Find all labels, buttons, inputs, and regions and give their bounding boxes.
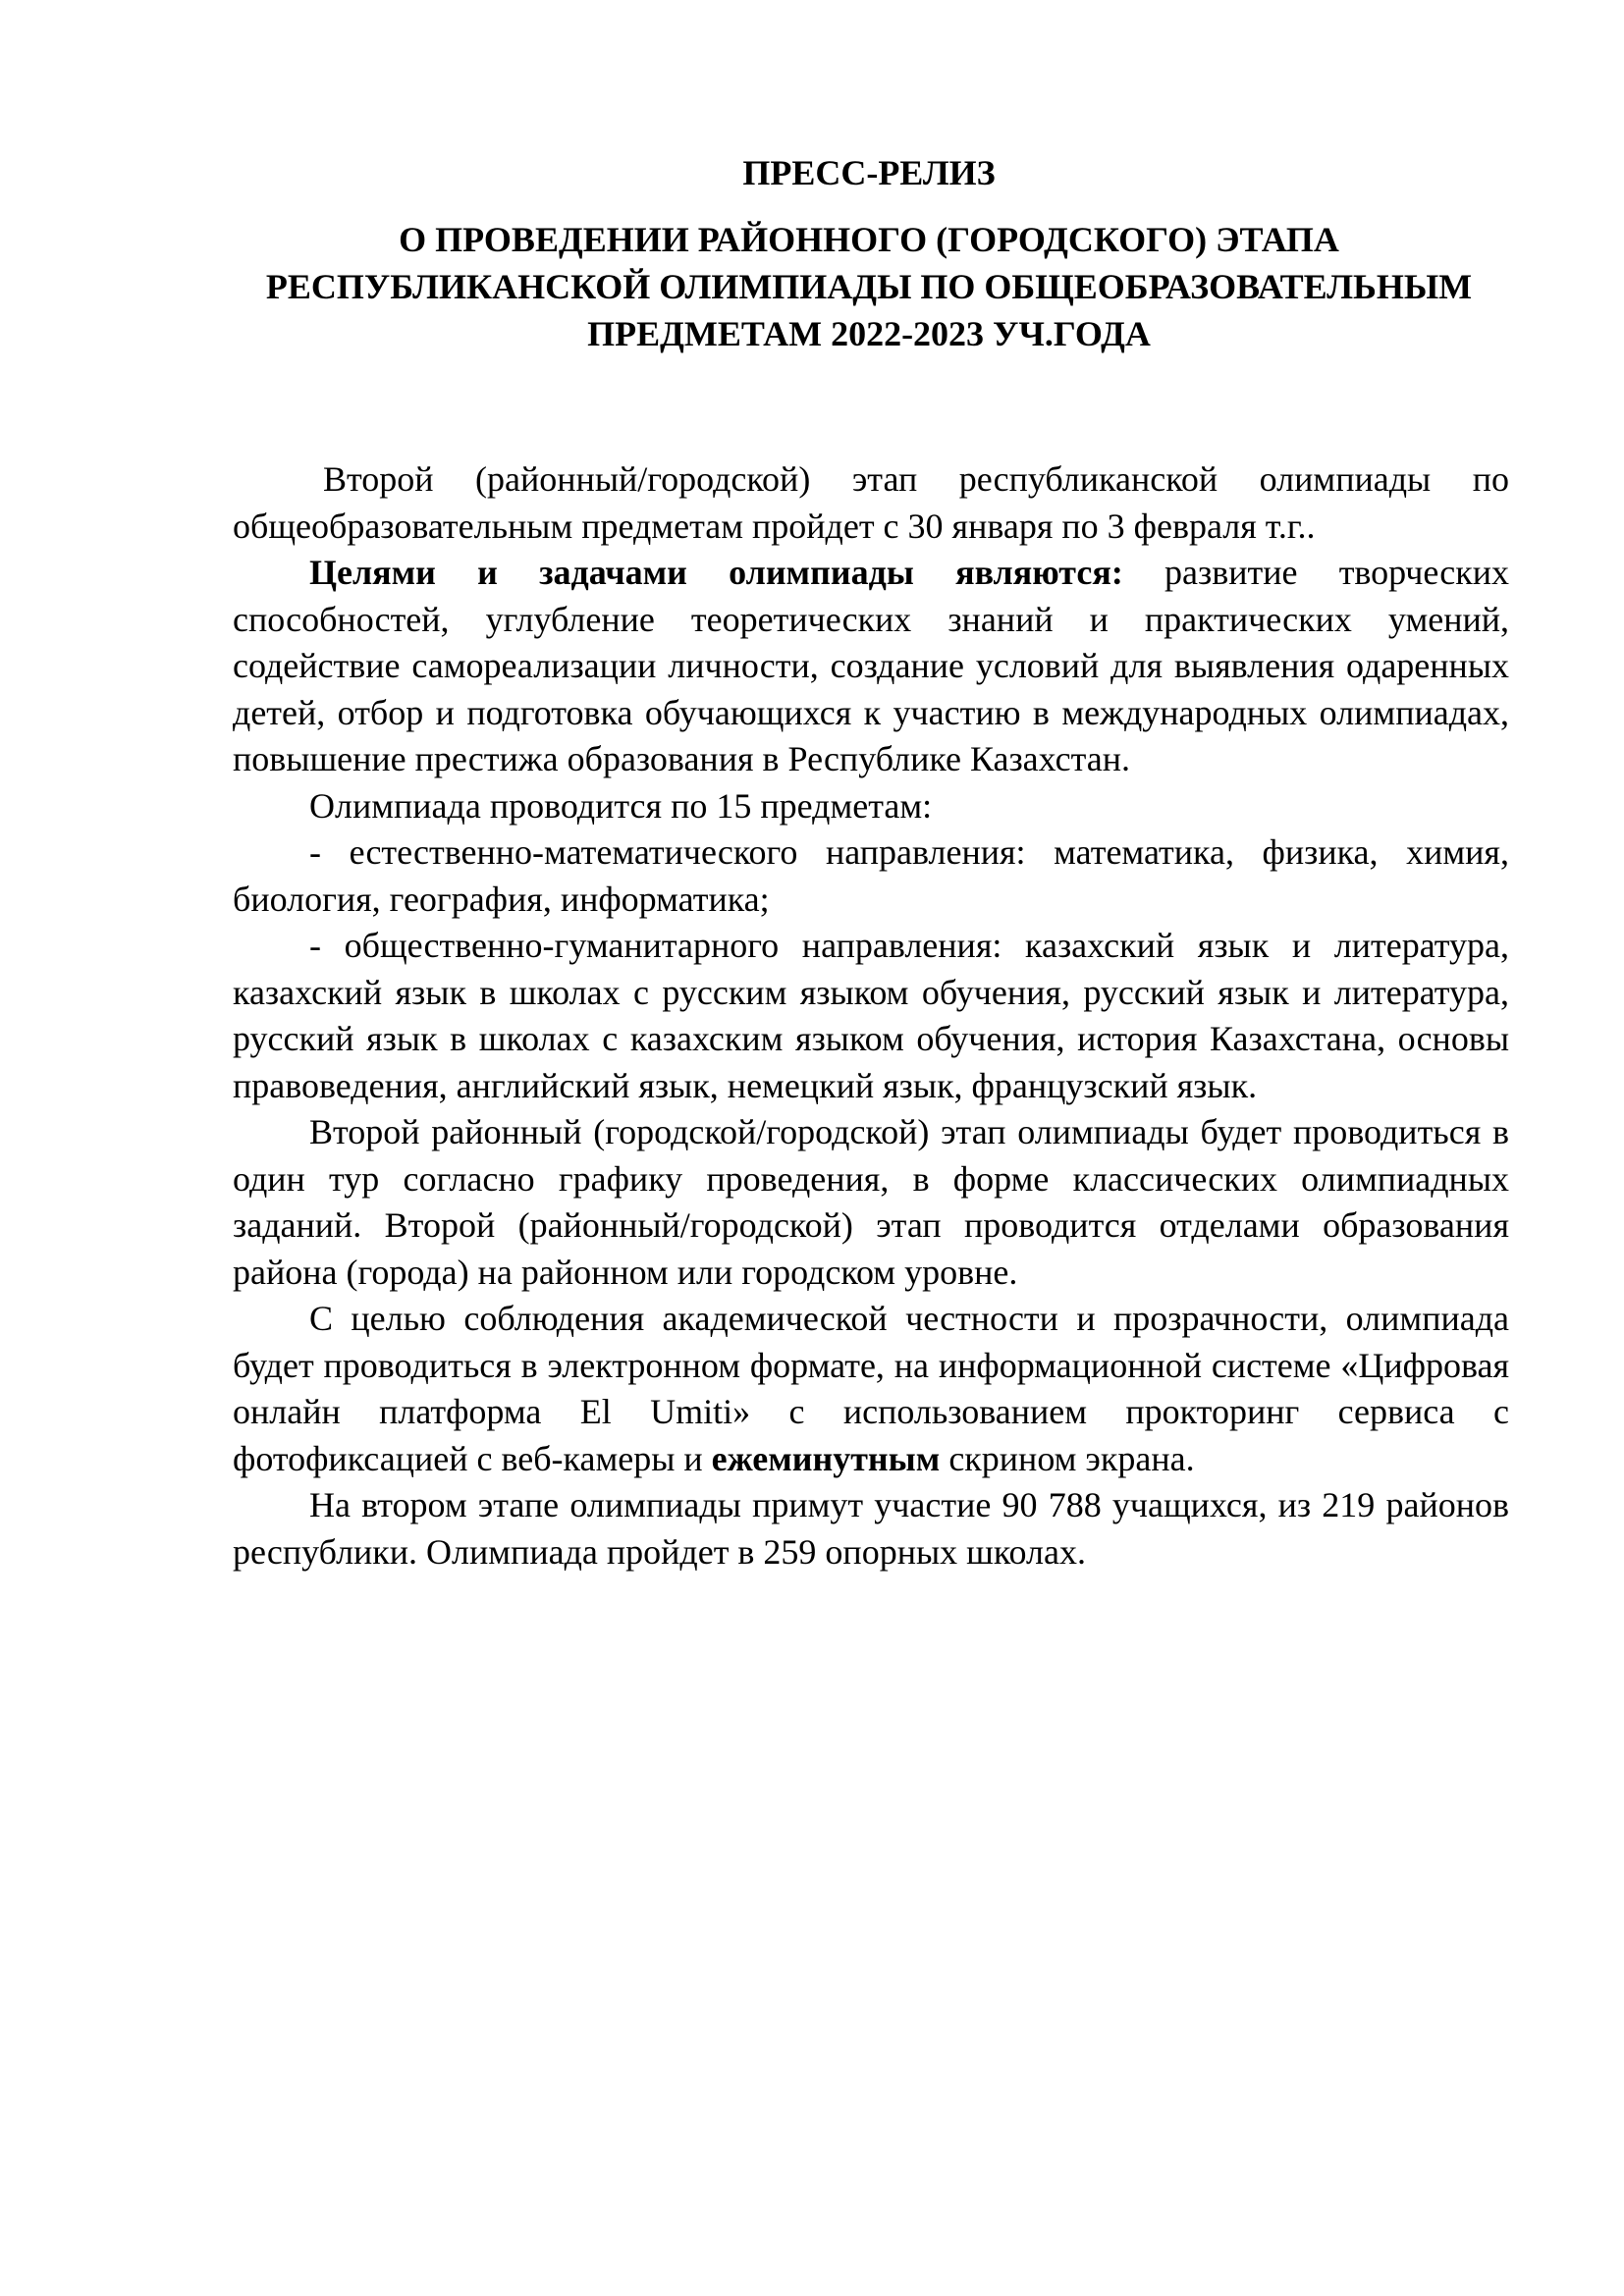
- list-item-humanities: - общественно-гуманитарного направления: казахский язык и литература, казахский язык в школах с русским языком обучения, русский язык и литература, русский язык в школах с казахским языком обучения, история Казахстана, основы правоведения, английский язык, немецкий язык, французский язык.: [233, 926, 1509, 1105]
- paragraph-dates: Второй (районный/городской) этап республиканской олимпиады по общеобразовательным предметам пройдет с 30 января по 3 февраля т.г..: [233, 459, 1509, 546]
- document-body: [233, 456, 1509, 1575]
- paragraph-format: Второй районный (городской/городской) этап олимпиады будет проводиться в один тур согласно графику проведения, в форме классических олимпиадных заданий. Второй (районный/городской) этап проводится отделами образования района (города) на районном или городском уровне.: [233, 1112, 1509, 1292]
- paragraph-subjects-intro: Олимпиада проводится по 15 предметам:: [309, 785, 933, 826]
- electronic-format-text-start: С целью соблюдения академической честности и прозрачности, олимпиада будет проводиться в электронном формате, на информационной системе «Цифровая онлайн платформа El Umiti» с использованием прокторинг сервиса с фотофиксацией с веб-камеры и: [233, 1299, 1509, 1478]
- list-item-natural-sciences: - естественно-математического направления: математика, физика, химия, биология, география, информатика;: [233, 832, 1509, 919]
- paragraph-electronic-format: [233, 1296, 1509, 1482]
- goals-heading: Целями и задачами олимпиады являются:: [309, 553, 1123, 592]
- title-block: [231, 149, 1507, 357]
- electronic-format-text-end: скрином экрана.: [940, 1438, 1195, 1478]
- electronic-format-bold: ежеминутным: [711, 1438, 941, 1478]
- document-subtitle: О ПРОВЕДЕНИИ РАЙОННОГО (ГОРОДСКОГО) ЭТАПА РЕСПУБЛИКАНСКОЙ ОЛИМПИАДЫ ПО ОБЩЕОБРАЗОВАТЕЛЬНЫМ ПРЕДМЕТАМ 2022-2023 УЧ.ГОДА: [265, 220, 1473, 353]
- paragraph-participants: На втором этапе олимпиады примут участие 90 788 учащихся, из 219 районов республики. Олимпиада пройдет в 259 опорных школах.: [233, 1485, 1509, 1572]
- goals-text: развитие творческих способностей, углубление теоретических знаний и практических умений, содействие самореализации личности, создание условий для выявления одаренных детей, отбор и подготовка обучающихся к участию в международных олимпиадах, повышение престижа образования в Республике Казахстан.: [233, 553, 1509, 778]
- paragraph-goals: [233, 550, 1509, 783]
- document-title: ПРЕСС-РЕЛИЗ: [742, 153, 996, 192]
